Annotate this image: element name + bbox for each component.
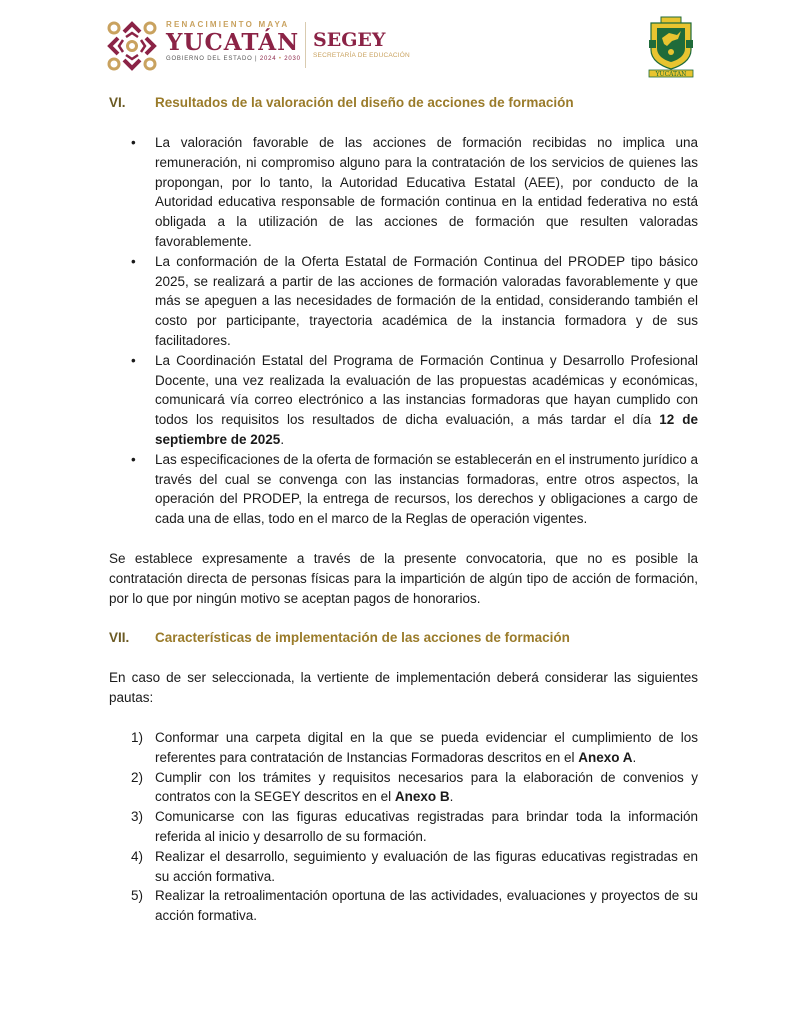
segey-subtitle: SECRETARÍA DE EDUCACIÓN <box>313 52 410 59</box>
list-item <box>109 450 698 529</box>
list-item <box>109 133 698 252</box>
yucatan-government-logo <box>106 16 306 74</box>
brand-footer <box>166 56 316 62</box>
brand-tagline: RENACIMIENTO MAYA <box>166 20 290 29</box>
section-7-title: Características de implementación de las acciones de formación <box>155 630 570 646</box>
bullet-icon: • <box>131 135 136 150</box>
item-text: Realizar el desarrollo, seguimiento y evaluación de las figuras educativas registradas en su acción formativa. <box>155 848 698 884</box>
section-6-heading <box>109 93 698 113</box>
item-text: Realizar la retroalimentación oportuna de las actividades, evaluaciones y proyectos de su acción formativa. <box>155 888 698 924</box>
bullet-text: La Coordinación Estatal del Programa de Formación Continua y Desarrollo Profesional Docente, una vez realizada la evaluación de las propuestas académicas y económicas, comunicará vía correo electrónico a las instancias formadoras que hayan cumplido con todos los requisitos los resultados de dicha evaluación, a más tardar el día <box>155 352 698 428</box>
list-item <box>109 252 698 351</box>
section-6-title: Resultados de la valoración del diseño de acciones de formación <box>155 95 574 110</box>
section-7-intro: En caso de ser seleccionada, la vertiente de implementación deberá considerar las siguientes pautas: <box>109 670 698 706</box>
item-text: Cumplir con los trámites y requisitos necesarios para la elaboración de convenios y contratos con la SEGEY descritos en el <box>155 769 698 805</box>
segey-name: SEGEY <box>313 29 386 51</box>
list-item <box>109 807 698 847</box>
bullet-icon: • <box>131 451 136 467</box>
page-header <box>0 0 791 90</box>
closing-paragraph: Se establece expresamente a través de la presente convocatoria, que no es posible la contratación directa de personas físicas para la impartición de algún tipo de acción de formación, por lo que por ningún motivo se aceptan pagos de honorarios. <box>109 550 698 606</box>
bullet-text-end: . <box>280 431 285 447</box>
section-7-heading <box>109 628 698 648</box>
item-number: 5) <box>131 888 144 904</box>
document-body <box>109 93 698 926</box>
item-text-end: . <box>449 789 454 805</box>
item-text-end: . <box>632 749 637 765</box>
maya-motif-icon <box>106 20 158 72</box>
section-7-number: VII. <box>109 630 130 646</box>
brand-footer-left: GOBIERNO DEL ESTADO <box>166 56 253 62</box>
bullet-text: La valoración favorable de las acciones de formación recibidas no implica una remuneración, ni compromiso alguno para la contratación de los servicios de quienes las propongan, por lo tanto, la Autoridad Educativa Estatal (AEE), por conducto de la Autoridad educativa responsable de formación continua en la entidad federativa no está obligada a la utilización de las acciones de formación que resulten valoradas favorablemente. <box>155 135 698 249</box>
crest-label: YUCATAN <box>655 71 687 78</box>
list-item <box>109 768 698 808</box>
brand-year-dot: • <box>278 56 282 62</box>
segey-logo <box>313 30 410 59</box>
bullet-icon: • <box>131 352 136 368</box>
brand-year-start: 2024 <box>259 56 277 62</box>
header-divider <box>305 22 306 68</box>
bullet-icon: • <box>131 253 136 269</box>
yucatan-crest-icon <box>647 16 695 78</box>
item-number: 4) <box>131 848 144 864</box>
list-item <box>109 886 698 926</box>
list-item <box>109 728 698 768</box>
brand-year-end: 2030 <box>284 56 301 62</box>
item-text: Comunicarse con las figuras educativas registradas para brindar toda la información referida al inicio y desarrollo de su formación. <box>155 809 698 844</box>
section-6-number: VI. <box>109 95 126 110</box>
list-item <box>109 351 698 450</box>
deadline-date: 12 de septiembre de 2025 <box>155 412 698 447</box>
brand-name: YUCATÁN <box>166 29 300 56</box>
item-number: 2) <box>131 769 144 785</box>
brand-footer-separator: | <box>255 56 258 62</box>
bullet-text: La conformación de la Oferta Estatal de Formación Continua del PRODEP tipo básico 2025, se realizará a partir de las acciones de formación valoradas favorablemente y que más se apeguen a las necesidades de formación de la entidad, considerando también el costo por participante, trayectoria académica de la instancia formadora y de sus facilitadores. <box>155 253 698 348</box>
item-number: 3) <box>131 809 144 825</box>
annex-b-reference: Anexo B <box>394 789 450 805</box>
list-item <box>109 847 698 887</box>
item-text: Conformar una carpeta digital en la que se pueda evidenciar el cumplimiento de los referentes para contratación de Instancias Formadoras descritos en el <box>155 729 698 765</box>
annex-a-reference: Anexo A <box>578 749 633 765</box>
item-number: 1) <box>131 729 144 745</box>
bullet-text: Las especificaciones de la oferta de formación se establecerán en el instrumento jurídico a través del cual se convenga con las instancias formadoras, entre otros aspectos, la operación del PRODEP, la entrega de recursos, los derechos y obligaciones a cargo de cada una de ellas, todo en el marco de la Reglas de operación vigentes. <box>155 451 698 527</box>
section-6-bullet-list <box>109 133 698 529</box>
section-7-numbered-list <box>109 728 698 926</box>
